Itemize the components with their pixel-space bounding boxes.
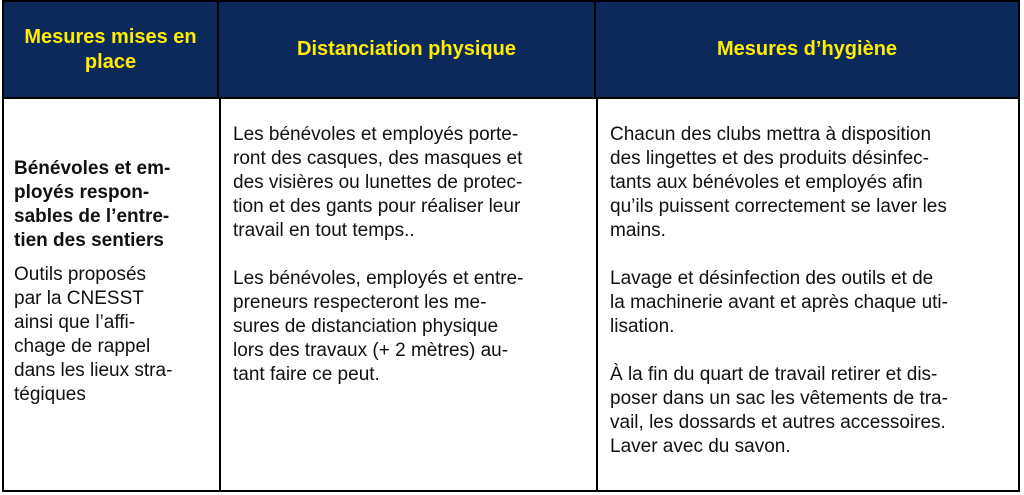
table-header-row [4, 2, 1018, 99]
measures-table [2, 0, 1020, 492]
cell-mesures-mises-en-place [4, 99, 219, 490]
distancing-text: Les bénévoles, employés et entre- preneurs respecteront les me- sures de distanciation physique lors des travaux (+ 2 mètres) au- tant faire ce peut. [233, 268, 524, 385]
header-mesures-mises-en-place: Mesures mises en place [4, 2, 219, 97]
header-mesures-hygiene: Mesures d’hygiène [716, 38, 898, 60]
protection-equipment-text: Les bénévoles et employés porte- ront des casques, des masques et des visières ou lunettes de protec- tion et des gants pour réaliser leur travail en tout temps.. [233, 124, 523, 241]
wipes-text: Chacun des clubs mettra à disposition des lingettes et des produits désinfec- tants aux bénévoles et employés afin qu’ils puissent correctement se laver les mains. [610, 124, 947, 241]
tools-cleaning-text: Lavage et désinfection des outils et de la machinerie avant et après chaque uti- lisation. [610, 268, 948, 337]
responsible-group-title: Bénévoles et em- ployés respon- sables de l’entre- tien des sentiers [14, 158, 171, 251]
header-distanciation-physique: Distanciation physique [219, 2, 596, 97]
end-of-shift-text: À la fin du quart de travail retirer et dis- poser dans un sac les vêtements de tra- vail, les dossards et autres accessoires. Laver avec du savon. [610, 364, 948, 457]
cell-mesures-hygiene [598, 99, 1018, 490]
tools-text: Outils proposés par la CNESST ainsi que l’affi- chage de rappel dans les lieux stra- tégiques [14, 264, 173, 405]
cell-distanciation-physique [221, 99, 596, 490]
